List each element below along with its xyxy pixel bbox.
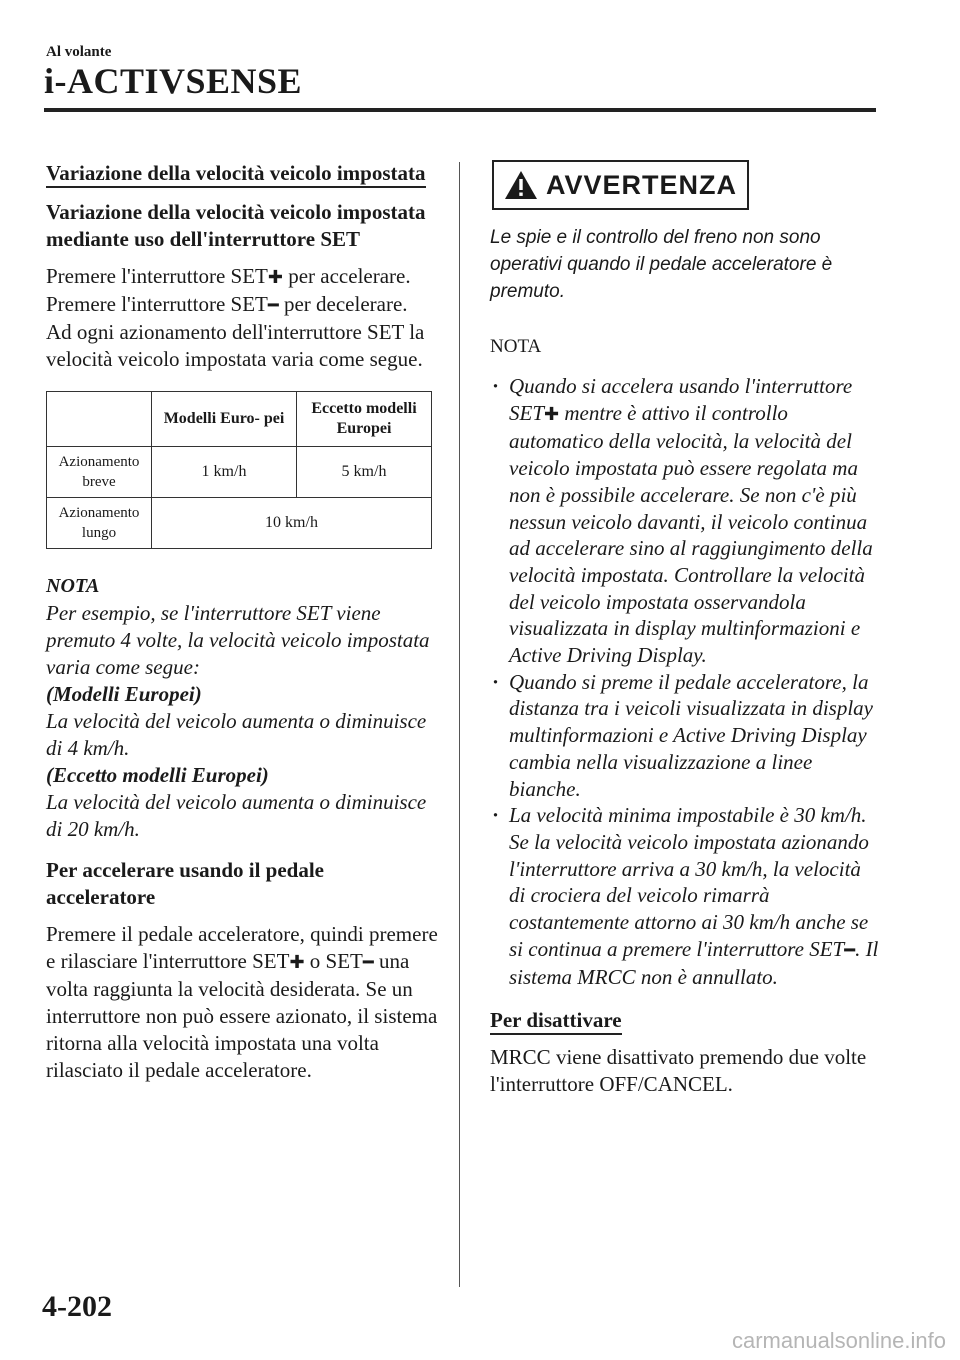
- table-row: [47, 498, 432, 549]
- warning-text: Le spie e il controllo del freno non sono operativi quando il pedale acceleratore è premuto.: [490, 227, 833, 302]
- table-header-eu: Modelli Euro- pei: [152, 392, 297, 447]
- paragraph-each-press: Ad ogni azionamento dell'interruttore SET la velocità veicolo impostata varia come segue.: [46, 320, 425, 371]
- page-title: i-ACTIVSENSE: [44, 61, 303, 101]
- nota-label: NOTA: [46, 575, 100, 597]
- paragraph-decelerate: Premere l'interruttore SET━ per decelerare.: [46, 292, 408, 316]
- paragraph-pedal: Premere il pedale acceleratore, quindi premere e rilasciare l'interruttore SET✚ o SET━ una volta raggiunta la velocità desiderata. Se un interruttore non può essere azionato, il sistema ritorna alla velocità impostata una volta rilasciato il pedale acceleratore.: [46, 922, 438, 1082]
- left-column: [46, 160, 438, 1084]
- section-heading-disable: Per disattivare: [490, 1007, 882, 1034]
- table-cell: 1 km/h: [152, 447, 297, 498]
- nota-label: NOTA: [490, 336, 542, 357]
- paragraph-disable: MRCC viene disattivato premendo due volte l'interruttore OFF/CANCEL.: [490, 1045, 867, 1097]
- plus-icon: ✚: [289, 952, 305, 973]
- speed-increment-table: [46, 391, 432, 549]
- table-header-empty: [47, 392, 152, 447]
- table-row: [47, 447, 432, 498]
- table-header-other: Eccetto modelli Europei: [297, 392, 432, 447]
- minus-icon: ━: [844, 939, 856, 961]
- plus-icon: ✚: [544, 403, 560, 425]
- warning-title: AVVERTENZA: [546, 169, 738, 200]
- list-item: · Quando si preme il pedale acceleratore, la distanza tra i veicoli visualizzata in display multinformazioni e Active Driving Display cambia nella visualizzazione a linee bianche.: [490, 669, 882, 803]
- table-cell: 5 km/h: [297, 447, 432, 498]
- header-section-label: Al volante: [46, 44, 112, 60]
- warning-badge: [492, 160, 749, 210]
- column-divider: [459, 162, 460, 1287]
- section-heading: Variazione della velocità veicolo impostata: [46, 160, 438, 187]
- plus-icon: ✚: [267, 267, 283, 288]
- warning-triangle-icon: [504, 170, 538, 200]
- nota-text: Per esempio, se l'interruttore SET viene premuto 4 volte, la velocità veicolo impostata varia come segue: (Modelli Europei) La velocità del veicolo aumenta o diminuisce di 4 km/h. (Eccetto modelli Europei) La velocità del veicolo aumenta o diminuisce di 20 km/h.: [46, 601, 430, 841]
- table-cell-label: Azionamento lungo: [47, 498, 152, 549]
- subheading-set-switch: Variazione della velocità veicolo impostata mediante uso dell'interruttore SET: [46, 200, 426, 251]
- right-column: [490, 160, 882, 1098]
- table-header-row: [47, 392, 432, 447]
- nota-list: [490, 373, 882, 991]
- watermark: carmanualsonline.info: [731, 1328, 946, 1353]
- page-number: 4-202: [42, 1290, 112, 1323]
- subheading-pedal: Per accelerare usando il pedale acceleratore: [46, 858, 325, 909]
- list-item: · La velocità minima impostabile è 30 km/h. Se la velocità veicolo impostata azionando l'interruttore arriva a 30 km/h, la velocità di crociera del veicolo rimarrà costantemente attorno ai 30 km/h anche se si continua a premere l'interruttore SET━. Il sistema MRCC non è annullato.: [490, 802, 882, 991]
- list-item: · Quando si accelera usando l'interruttore SET✚ mentre è attivo il controllo automatico della velocità, la velocità del veicolo impostata può essere regolata ma non è possibile accelerare. Se non c'è più nessun veicolo davanti, il veicolo continua ad accelerare sino al raggiungimento della velocità impostata. Controllare la velocità del veicolo impostata osservandola visualizzata in display multinformazioni e Active Driving Display.: [490, 373, 882, 669]
- minus-icon: ━: [362, 952, 374, 973]
- paragraph-accelerate: Premere l'interruttore SET✚ per accelerare.: [46, 264, 411, 288]
- minus-icon: ━: [267, 295, 279, 316]
- table-cell-label: Azionamento breve: [47, 447, 152, 498]
- header-rule: [44, 108, 876, 112]
- table-cell: 10 km/h: [152, 498, 432, 549]
